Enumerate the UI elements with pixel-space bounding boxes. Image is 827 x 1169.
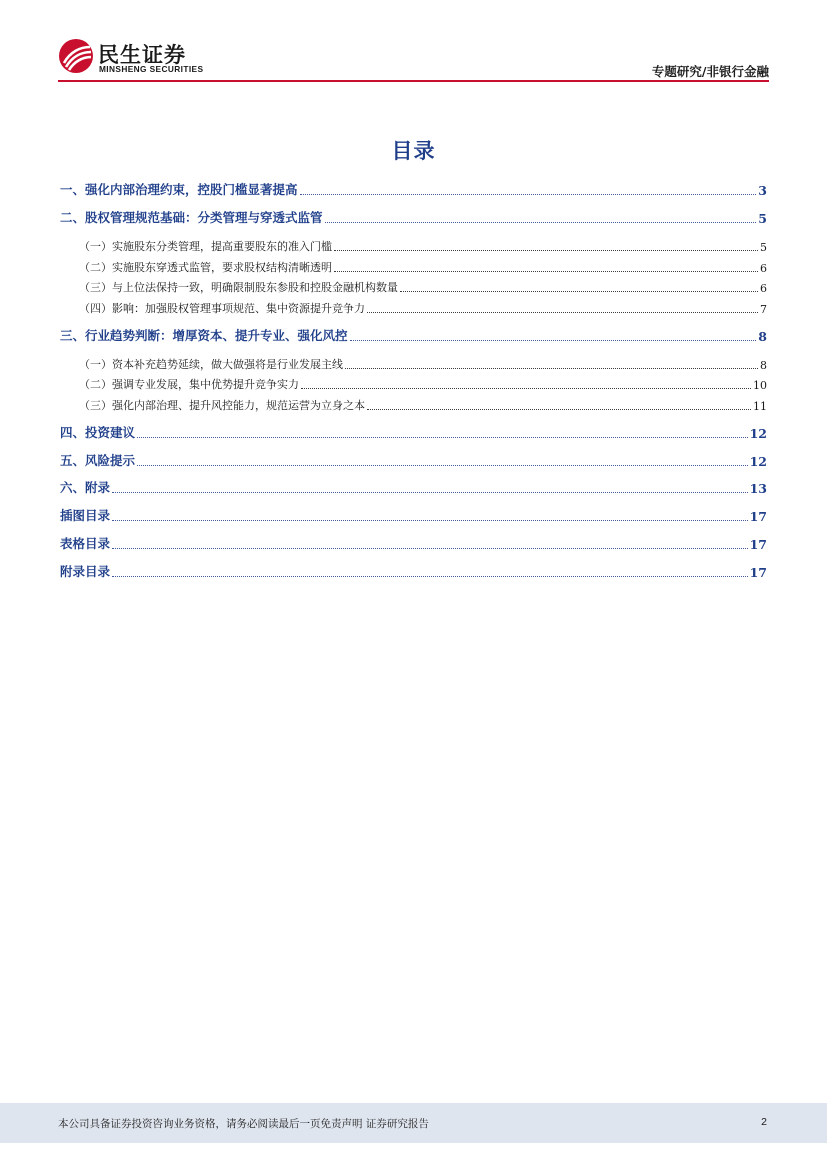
- toc-entry-page: 13: [749, 481, 767, 496]
- toc-entry-title: 六、附录: [60, 480, 111, 495]
- toc-dot-leader: [325, 221, 757, 223]
- toc-subsection-entry[interactable]: [60, 277, 767, 295]
- toc-entry-page: 6: [760, 262, 767, 275]
- toc-entry-page: 5: [758, 211, 767, 226]
- minsheng-logo: [58, 38, 218, 78]
- toc-section-entry[interactable]: [60, 326, 767, 344]
- toc-title: 目录: [391, 138, 436, 163]
- toc-dot-leader: [112, 575, 748, 577]
- toc-dot-leader: [137, 436, 748, 438]
- toc-dot-leader: [367, 311, 758, 313]
- toc-entry-page: 7: [760, 303, 767, 316]
- toc-entry-page: 10: [753, 379, 767, 392]
- toc-section-entry[interactable]: [60, 423, 767, 441]
- toc-entry-title: （一）实施股东分类管理，提高重要股东的准入门槛: [79, 240, 332, 253]
- toc-entry-title: 四、投资建议: [60, 425, 136, 440]
- toc-dot-leader: [112, 547, 748, 549]
- page-number: 2: [761, 1116, 767, 1128]
- toc-dot-leader: [300, 193, 757, 195]
- toc-entry-page: 12: [749, 426, 767, 441]
- logo-chinese-name: 民生证券: [98, 43, 186, 67]
- toc-entry-title: 表格目录: [60, 536, 111, 551]
- toc-entry-title: 插图目录: [60, 508, 111, 523]
- toc-section-entry[interactable]: [60, 562, 767, 580]
- toc-section-entry[interactable]: [60, 506, 767, 524]
- toc-entry-page: 8: [758, 329, 767, 344]
- toc-subsection-entry[interactable]: [60, 236, 767, 254]
- toc-section-entry[interactable]: [60, 478, 767, 496]
- toc-subsection-entry[interactable]: [60, 257, 767, 275]
- toc-entry-page: 17: [749, 537, 767, 552]
- toc-entry-title: 一、强化内部治理约束，控股门槛显著提高: [60, 182, 298, 197]
- toc-dot-leader: [334, 249, 758, 251]
- toc-dot-leader: [400, 290, 758, 292]
- header-divider: [58, 80, 769, 82]
- toc-entry-page: 17: [749, 565, 767, 580]
- toc-entry-page: 6: [760, 282, 767, 295]
- page-footer: [0, 1103, 827, 1143]
- toc-dot-leader: [137, 464, 748, 466]
- toc-entry-page: 12: [749, 454, 767, 469]
- page-header: [0, 0, 827, 82]
- toc-entry-title: 五、风险提示: [60, 453, 136, 468]
- toc-entry-page: 8: [760, 359, 767, 372]
- toc-section-entry[interactable]: [60, 180, 767, 198]
- toc-entry-title: （三）与上位法保持一致，明确限制股东参股和控股金融机构数量: [79, 281, 398, 294]
- toc-entry-title: 附录目录: [60, 564, 111, 579]
- report-category: 专题研究/非银行金融: [651, 64, 769, 79]
- logo-english-name: MINSHENG SECURITIES: [99, 64, 204, 74]
- toc-entry-title: （二）实施股东穿透式监管，要求股权结构清晰透明: [79, 261, 332, 274]
- toc-dot-leader: [350, 339, 757, 341]
- toc-section-entry[interactable]: [60, 208, 767, 226]
- toc-entry-title: （四）影响：加强股权管理事项规范、集中资源提升竞争力: [79, 302, 365, 315]
- toc-dot-leader: [112, 519, 748, 521]
- toc-dot-leader: [345, 367, 758, 369]
- toc-entry-page: 5: [760, 241, 767, 254]
- toc-entry-title: （二）强调专业发展，集中优势提升竞争实力: [79, 378, 299, 391]
- toc-subsection-entry[interactable]: [60, 298, 767, 316]
- toc-subsection-entry[interactable]: [60, 354, 767, 372]
- toc-entry-title: 二、股权管理规范基础：分类管理与穿透式监管: [60, 210, 323, 225]
- toc-dot-leader: [301, 387, 751, 389]
- toc-dot-leader: [334, 270, 758, 272]
- toc-entry-page: 11: [753, 400, 767, 413]
- footer-disclaimer: 本公司具备证券投资咨询业务资格，请务必阅读最后一页免责声明 证券研究报告: [58, 1118, 429, 1130]
- toc-entry-title: 三、行业趋势判断：增厚资本、提升专业、强化风控: [60, 328, 348, 343]
- toc-subsection-entry[interactable]: [60, 395, 767, 413]
- toc-entry-title: （三）强化内部治理、提升风控能力，规范运营为立身之本: [79, 399, 365, 412]
- toc-dot-leader: [112, 491, 748, 493]
- toc-section-entry[interactable]: [60, 451, 767, 469]
- toc-section-entry[interactable]: [60, 534, 767, 552]
- toc-subsection-entry[interactable]: [60, 374, 767, 392]
- toc-entry-title: （一）资本补充趋势延续，做大做强将是行业发展主线: [79, 358, 343, 371]
- toc-entry-page: 3: [758, 183, 767, 198]
- toc-entry-page: 17: [749, 509, 767, 524]
- toc-dot-leader: [367, 408, 751, 410]
- minsheng-logo-icon: [58, 38, 94, 74]
